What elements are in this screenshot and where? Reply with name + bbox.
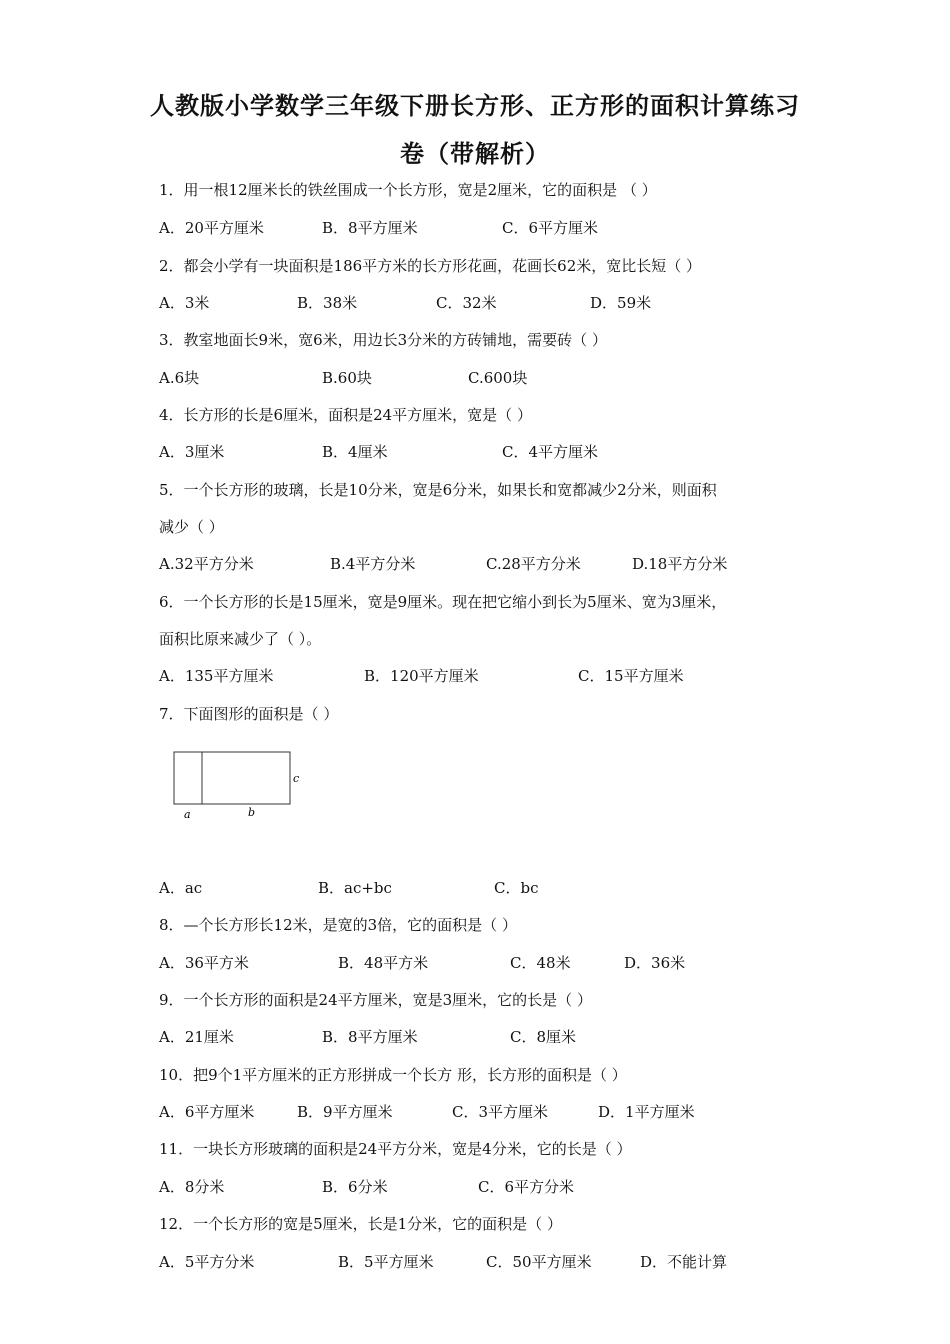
q4-option-a: A．3厘米 [159,443,225,461]
q2-option-b: B．38米 [297,294,358,312]
question-10: 10．把9个1平方厘米的正方形拼成一个长方 形，长方形的面积是（ ） [159,1066,627,1084]
title-line-2: 卷（带解析） [400,140,550,168]
question-2: 2．都会小学有一块面积是186平方米的长方形花画，花画长62米，宽比长短（ ） [159,257,702,275]
q11-option-c: C．6平方分米 [478,1178,575,1196]
q12-option-b: B．5平方厘米 [338,1253,434,1271]
question-4: 4．长方形的长是6厘米，面积是24平方厘米，宽是（ ） [159,406,532,424]
question-12: 12．一个长方形的宽是5厘米，长是1分米，它的面积是（ ） [159,1215,562,1233]
q12-option-d: D．不能计算 [640,1253,728,1271]
q10-option-b: B．9平方厘米 [297,1103,393,1121]
q7-option-c: C．bc [494,879,539,897]
q2-option-c: C．32米 [436,294,497,312]
q12-option-c: C．50平方厘米 [486,1253,592,1271]
q3-option-a: A.6块 [159,369,200,387]
q12-option-a: A．5平方分米 [159,1253,255,1271]
question-1: 1．用一根12厘米长的铁丝围成一个长方形，宽是2厘米，它的面积是 （ ） [159,181,657,199]
q1-option-c: C．6平方厘米 [502,219,599,237]
q11-option-b: B．6分米 [322,1178,388,1196]
question-6: 6．一个长方形的长是15厘米，宽是9厘米。现在把它缩小到长为5厘米、宽为3厘米， [159,593,727,611]
figure-label-b: b [248,806,256,819]
q6-option-b: B．120平方厘米 [364,667,479,685]
q9-option-a: A．21厘米 [159,1028,234,1046]
figure-label-a: a [184,808,191,821]
question-9: 9．一个长方形的面积是24平方厘米，宽是3厘米，它的长是（ ） [159,991,592,1009]
q3-option-b: B.60块 [322,369,372,387]
q5-option-d: D.18平方分米 [632,555,728,573]
q11-option-a: A．8分米 [159,1178,225,1196]
q1-option-a: A．20平方厘米 [159,219,264,237]
q2-option-a: A．3米 [159,294,210,312]
question-6-cont: 面积比原来减少了（ ）。 [159,630,322,648]
question-3: 3．教室地面长9米，宽6米，用边长3分米的方砖铺地，需要砖（ ） [159,331,607,349]
q9-option-b: B．8平方厘米 [322,1028,418,1046]
q7-option-b: B．ac+bc [318,879,392,897]
title-line-1: 人教版小学数学三年级下册长方形、正方形的面积计算练习 [150,92,800,120]
q8-option-a: A．36平方米 [159,954,249,972]
q7-option-a: A．ac [159,879,203,897]
q9-option-c: C．8厘米 [510,1028,577,1046]
q5-option-c: C.28平方分米 [486,555,581,573]
q4-option-b: B．4厘米 [322,443,388,461]
q10-option-d: D．1平方厘米 [598,1103,695,1121]
q4-option-c: C．4平方厘米 [502,443,599,461]
q5-option-a: A.32平方分米 [159,555,254,573]
q6-option-a: A．135平方厘米 [159,667,274,685]
q1-option-b: B．8平方厘米 [322,219,418,237]
q10-option-a: A．6平方厘米 [159,1103,255,1121]
q2-option-d: D．59米 [590,294,652,312]
q8-option-b: B．48平方米 [338,954,429,972]
q10-option-c: C．3平方厘米 [452,1103,549,1121]
question-5-cont: 减少（ ） [159,518,224,536]
question-11: 11．一块长方形玻璃的面积是24平方分米，宽是4分米，它的长是（ ） [159,1140,632,1158]
question-5: 5．一个长方形的玻璃，长是10分米，宽是6分米，如果长和宽都减少2分米，则面积 [159,481,717,499]
rectangle-figure [168,746,308,824]
q6-option-c: C．15平方厘米 [578,667,684,685]
q5-option-b: B.4平方分米 [330,555,416,573]
question-7: 7．下面图形的面积是（ ） [159,705,339,723]
q8-option-d: D．36米 [624,954,686,972]
question-8: 8．—个长方形长12米，是宽的3倍，它的面积是（ ） [159,916,517,934]
q8-option-c: C．48米 [510,954,571,972]
figure-label-c: c [293,772,300,785]
q3-option-c: C.600块 [468,369,528,387]
figure-outer-rectangle [174,752,290,804]
